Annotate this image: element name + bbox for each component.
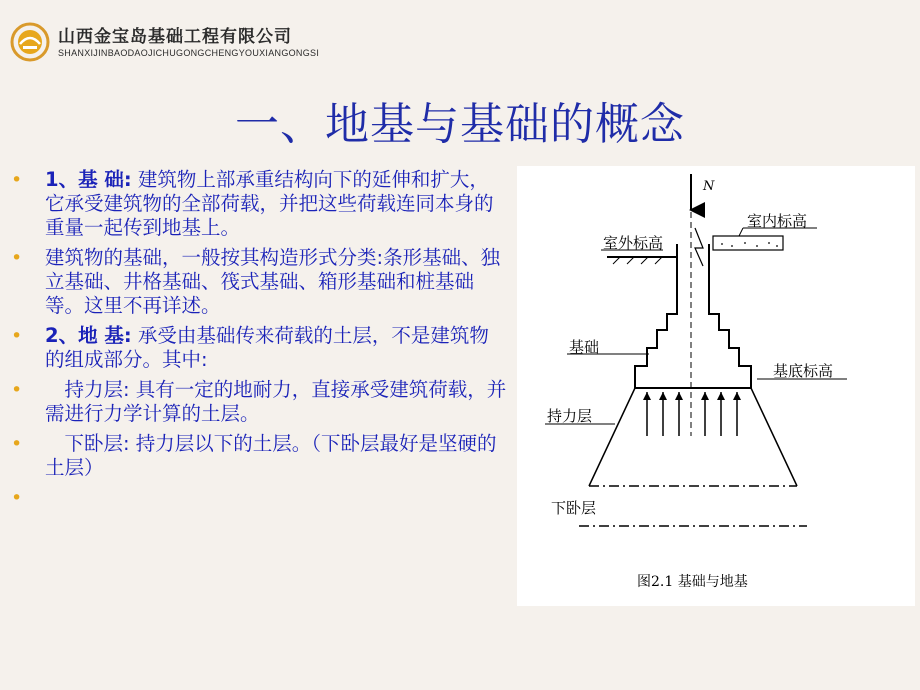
- indoor-level-label: 室内标高: [747, 212, 808, 230]
- bullet-dot-icon: •: [11, 169, 23, 191]
- company-logo-icon: [10, 22, 50, 62]
- load-label: N: [703, 179, 715, 194]
- bullet-prefix: 2、地 基:: [45, 324, 132, 347]
- bullet-prefix: 1、基 础:: [45, 168, 132, 191]
- base-level-label: 基底标高: [773, 362, 834, 380]
- bullet-text: 持力层: 具有一定的地耐力，直接承受建筑荷载，并需进行力学计算的土层。: [45, 378, 507, 425]
- bullet-text: 承受由基础传来荷载的土层，不是建筑物的组成部分。其中:: [45, 324, 489, 371]
- bullet-dot-icon: •: [11, 487, 23, 509]
- bullet-item: [8, 432, 508, 480]
- figure-caption: 图2.1 基础与地基: [637, 574, 748, 590]
- bullet-text: 建筑物的基础，一般按其构造形式分类:条形基础、独立基础、井格基础、筏式基础、箱形基础和桩基础等。这里不再详述。: [45, 246, 501, 317]
- bullet-item: [8, 246, 508, 318]
- bullet-dot-icon: •: [11, 247, 23, 269]
- foundation-diagram: [517, 166, 915, 606]
- bullet-item: [8, 378, 508, 426]
- outdoor-level-label: 室外标高: [603, 234, 664, 252]
- bullet-item: [8, 324, 508, 372]
- header: [10, 18, 430, 66]
- bearing-layer-outline: [589, 388, 797, 486]
- company-name-en: SHANXIJINBAODAOJICHUGONGCHENGYOUXIANGONGSI: [58, 48, 320, 58]
- foundation-outline: [635, 244, 751, 388]
- page-title: 一、地基与基础的概念: [235, 99, 685, 150]
- bullet-text: 下卧层: 持力层以下的土层。（下卧层最好是坚硬的土层）: [45, 432, 497, 479]
- company-name-cn: 山西金宝岛基础工程有限公司: [58, 27, 292, 47]
- bullet-dot-icon: •: [11, 433, 23, 455]
- diagram-svg: [517, 166, 915, 606]
- bearing-layer-label: 持力层: [547, 407, 593, 425]
- bullet-item: [8, 168, 508, 240]
- bullet-dot-icon: •: [11, 379, 23, 401]
- foundation-label: 基础: [569, 338, 600, 356]
- underlying-layer-label: 下卧层: [551, 499, 597, 517]
- bullet-dot-icon: •: [11, 325, 23, 347]
- indoor-slab: [713, 236, 783, 250]
- bullet-list: [8, 168, 508, 509]
- bullet-text: 建筑物上部承重结构向下的延伸和扩大，它承受建筑物的全部荷载，并把这些荷载连同本身的重量一起传到地基上。: [45, 168, 494, 239]
